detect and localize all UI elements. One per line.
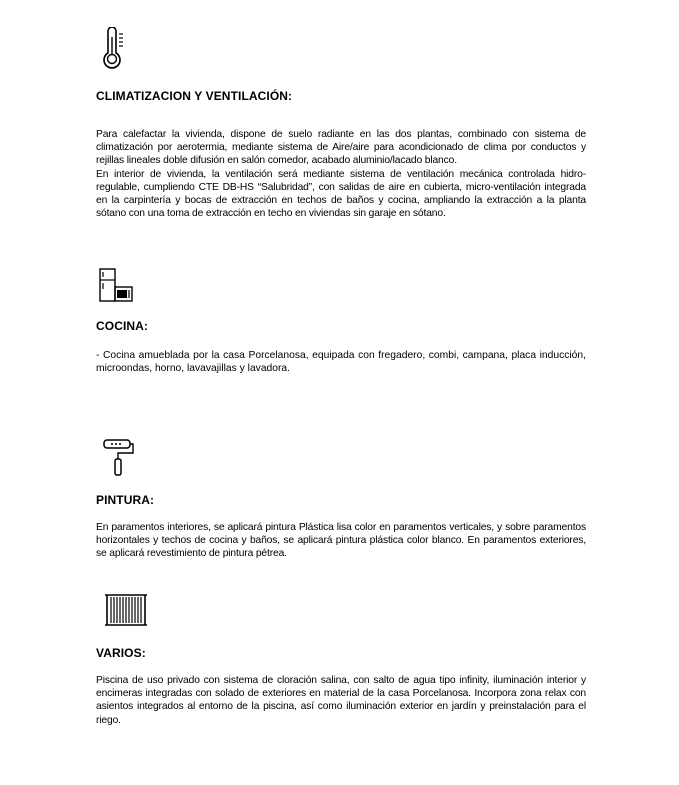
paint-roller-icon bbox=[100, 437, 136, 477]
section-body-climatizacion bbox=[96, 128, 586, 220]
section-heading-climatizacion: CLIMATIZACION Y VENTILACIÓN: bbox=[96, 89, 293, 103]
section-body-pintura bbox=[96, 521, 586, 561]
section-body-text: En paramentos interiores, se aplicará pintura Plástica lisa color en paramentos verticales, y sobre paramentos horizontales y techos de cocina y baños, se aplicará pintura plástica color blanco. En paramentos exteriores, se aplicará revestimiento de pintura pétrea. bbox=[96, 522, 586, 560]
section-body-cocina bbox=[96, 349, 586, 375]
section-body-text: Para calefactar la vivienda, dispone de suelo radiante en las dos plantas, combinado con sistema de climatización por aerotermia, mediante sistema de Aire/aire para acondicionado de clima por conductos y rejillas lineales doble difusión en salón comedor, acabado aluminio/lacado blanco. En interior de vivienda, la ventilación será mediante sistema de ventilación mecánica controlada hidro-regulable, cumpliendo CTE DB-HS “Salubridad”, con salidas de aire en cubierta, micro-ventilación integrada en la carpintería y bocas de extracción en techos de baños y cocina, ampliando la extracción a la planta sótano con una toma de extracción en techo en viviendas sin garaje en sótano. bbox=[96, 129, 586, 220]
section-heading-varios: VARIOS: bbox=[96, 646, 146, 660]
section-heading-pintura: PINTURA: bbox=[96, 493, 155, 507]
section-body-text: Piscina de uso privado con sistema de cloración salina, con salto de agua tipo infinity, iluminación interior y encimeras integradas con solado de exteriores en material de la casa Porcelanosa. Incorpora zona relax con asientos integrados al entorno de la piscina, así como iluminación exterior en jardín y preinstalación para el riego. bbox=[96, 675, 586, 726]
section-body-text: - Cocina amueblada por la casa Porcelanosa, equipada con fregadero, combi, campana, placa inducción, microondas, horno, lavavajillas y lavadora. bbox=[96, 350, 586, 375]
radiator-icon bbox=[103, 593, 149, 627]
section-heading-cocina: COCINA: bbox=[96, 319, 149, 333]
section-body-varios bbox=[96, 674, 586, 727]
thermometer-icon bbox=[100, 27, 128, 69]
kitchen-appliances-icon bbox=[97, 268, 137, 304]
